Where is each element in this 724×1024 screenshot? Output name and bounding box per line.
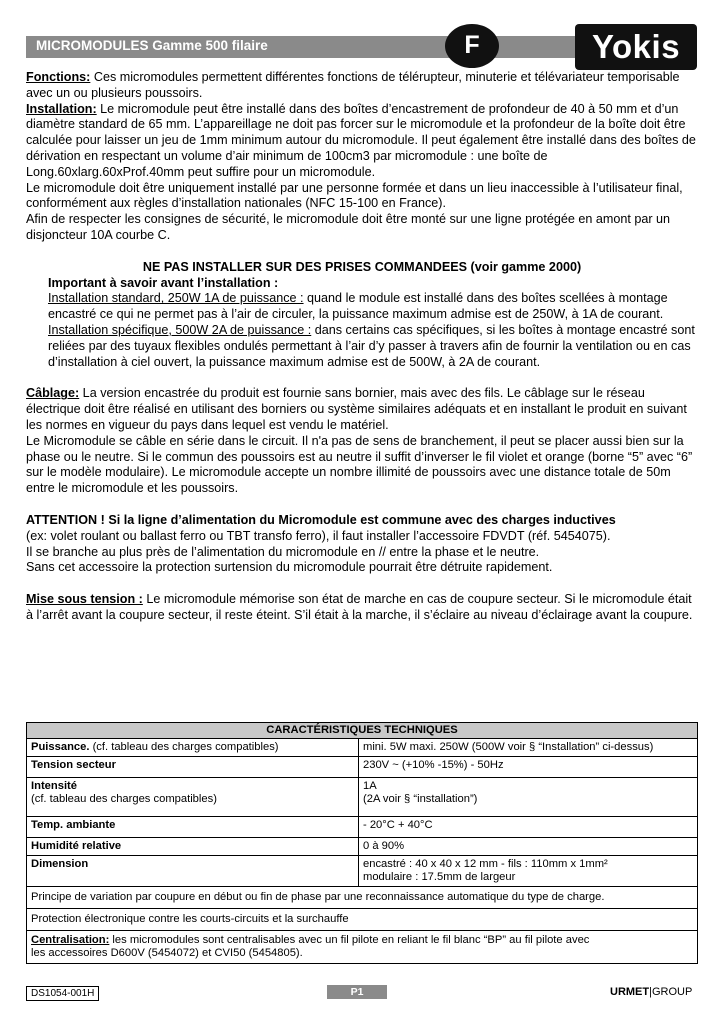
- spec-full-row: Principe de variation par coupure en début ou fin de phase par une reconnaissance automatique du type de charge.: [27, 887, 698, 909]
- attention-line-3: Il se branche au plus près de l’alimentation du micromodule en // entre la phase et le neutre.: [26, 544, 540, 559]
- specific-text: dans certains cas spécifiques, si les boîtes à montage encastré sont reliées par des tuyaux flexibles ondulés permettant à l’air d’y passer à travers afin de fournir la ventilation ou en cas d’installation à ciel ouvert, la puissance maximum admise est de 500W, à 2A de courant.: [48, 322, 695, 369]
- cablage-text: La version encastrée du produit est fournie sans bornier, mais avec des fils. Le câblage sur le réseau électrique doit être réalisé en utilisant des borniers ou système similaires adéquats et en installant le produit en suivant les normes en vigueur du pays dans lequel est vendu le matériel.: [26, 386, 687, 432]
- specific-installation: [26, 323, 698, 370]
- cablage-paragraph: [26, 386, 698, 433]
- spec-value: 0 à 90%: [359, 838, 698, 856]
- mise-paragraph: [26, 592, 698, 624]
- spec-value-line: 1A: [363, 780, 377, 792]
- table-row: [27, 909, 698, 931]
- spec-value: 230V ~ (+10% -15%) - 50Hz: [359, 757, 698, 778]
- fonctions-label: Fonctions:: [26, 70, 91, 84]
- specs-table: [26, 722, 698, 964]
- document-code: DS1054-001H: [26, 986, 99, 1001]
- spec-label: Tension secteur: [27, 757, 359, 778]
- mise-label: Mise sous tension :: [26, 592, 143, 607]
- fonctions-text: Ces micromodules permettent différentes fonctions de télérupteur, minuterie et télévariateur temporisable avec un ou plusieurs poussoirs.: [26, 70, 680, 100]
- installation-text: Le micromodule peut être installé dans des boîtes d’encastrement de profondeur de 40 à 50 mm et d’un diamètre standard de 65 mm. L’appareillage ne doit pas forcer sur le micromodule et la profondeur de la boîte doit être calculée pour laisser un jeu de 1mm minimum autour du micromodule. Il peut également être installé dans des boîtes de dérivation en respectant un volume d’air minimum de 100cm3 par micromodule : une boîte de Long.60xlarg.60xProf.40mm peut suffire pour un micromodule.: [26, 101, 696, 179]
- table-row: [27, 739, 698, 757]
- spec-value: [359, 778, 698, 817]
- installation-paragraph-3: Afin de respecter les consignes de sécurité, le micromodule doit être monté sur une ligne protégée en amont par un disjoncteur 10A courbe C.: [26, 212, 671, 242]
- table-row: [27, 931, 698, 964]
- installation-paragraph: [26, 102, 698, 181]
- standard-installation: [26, 291, 698, 323]
- urmet-divider: |: [649, 986, 652, 998]
- specific-label: Installation spécifique, 500W 2A de puissance :: [48, 322, 312, 337]
- document-title: MICROMODULES Gamme 500 filaire: [36, 38, 268, 53]
- attention-heading: ATTENTION ! Si la ligne d’alimentation du Micromodule est commune avec des charges inductives: [26, 512, 616, 527]
- spec-label: Humidité relative: [27, 838, 359, 856]
- centralisation-text-2: les accessoires D600V (5454072) et CVI50 (5454805).: [31, 947, 303, 959]
- table-row: [27, 856, 698, 887]
- installation-paragraph-2: Le micromodule doit être uniquement installé par une personne formée et dans un lieu inaccessible à l’utilisateur final, conformément aux règles d’installation nationales (NFC 15-100 en France).: [26, 180, 683, 211]
- table-row: [27, 778, 698, 817]
- table-row: [27, 887, 698, 909]
- spec-label: [27, 739, 359, 757]
- spec-label: Dimension: [27, 856, 359, 887]
- spec-value-line: encastré : 40 x 40 x 12 mm - fils : 110mm x 1mm²: [363, 858, 608, 870]
- urmet-group-logo: [610, 986, 692, 998]
- page-number: P1: [327, 985, 387, 999]
- standard-label: Installation standard, 250W 1A de puissance :: [48, 291, 304, 306]
- spec-label-text: Puissance.: [31, 741, 90, 753]
- spec-label-text: Intensité: [31, 780, 78, 792]
- spec-value-line: (2A voir § “installation”): [363, 793, 478, 805]
- cablage-paragraph-2: Le Micromodule se câble en série dans le circuit. Il n'a pas de sens de branchement, il peut se placer aussi bien sur la phase ou le neutre. Si le commun des poussoirs est au neutre il suffit d’inverser le fil violet et orange (borne “5” avec “6” sur le modèle modulaire). Le micromodule accepte un nombre illimité de poussoirs avec une distance totale de 50m entre le micromodule et les poussoirs.: [26, 433, 693, 496]
- urmet-group: GROUP: [651, 986, 693, 998]
- mise-text: Le micromodule mémorise son état de marche en cas de coupure secteur. Si le micromodule était à l’arrêt avant la coupure secteur, il reste éteint. S’il était à la marche, il s’éclaire au niveau d’éclairage avant la coupure.: [26, 592, 693, 622]
- spec-label: [27, 778, 359, 817]
- spec-value-line: modulaire : 17.5mm de largeur: [363, 871, 516, 883]
- important-heading: Important à savoir avant l’installation :: [48, 275, 279, 290]
- language-badge: F: [445, 24, 499, 68]
- spec-label-note: (cf. tableau des charges compatibles): [89, 741, 279, 753]
- standard-text: quand le module est installé dans des boîtes scellées à montage encastré ce qui ne permet pas à l’air de circuler, la puissance maximum admise est de 250W, à 1A de courant.: [48, 291, 668, 322]
- installation-label: Installation:: [26, 101, 97, 116]
- centralisation-label: Centralisation:: [31, 934, 110, 946]
- table-row: [27, 838, 698, 856]
- spec-label-note: (cf. tableau des charges compatibles): [31, 793, 217, 805]
- spec-full-row: Protection électronique contre les courts-circuits et la surchauffe: [27, 909, 698, 931]
- spec-value: mini. 5W maxi. 250W (500W voir § “Installation” ci-dessus): [359, 739, 698, 757]
- urmet-brand: URMET: [610, 986, 650, 998]
- centralisation-text: les micromodules sont centralisables avec un fil pilote en reliant le fil blanc “BP” au fil pilote avec: [109, 934, 590, 946]
- cablage-label: Câblage:: [26, 386, 80, 401]
- brand-logo: Yokis: [575, 24, 697, 70]
- spec-centralisation: [27, 931, 698, 964]
- table-row: [27, 817, 698, 838]
- spec-label: Temp. ambiante: [27, 817, 359, 838]
- fonctions-paragraph: [26, 70, 698, 102]
- attention-line-4: Sans cet accessoire la protection surtension du micromodule pourrait être détruite rapidement.: [26, 560, 553, 575]
- spec-value: [359, 856, 698, 887]
- table-row: [27, 757, 698, 778]
- document-body: [26, 70, 698, 624]
- warning-heading: NE PAS INSTALLER SUR DES PRISES COMMANDEES (voir gamme 2000): [142, 259, 582, 274]
- specs-table-title: CARACTÉRISTIQUES TECHNIQUES: [27, 723, 698, 739]
- spec-value: - 20°C + 40°C: [359, 817, 698, 838]
- attention-line-2: (ex: volet roulant ou ballast ferro ou TBT transfo ferro), il faut installer l’accessoire FDVDT (réf. 5454075).: [26, 528, 611, 543]
